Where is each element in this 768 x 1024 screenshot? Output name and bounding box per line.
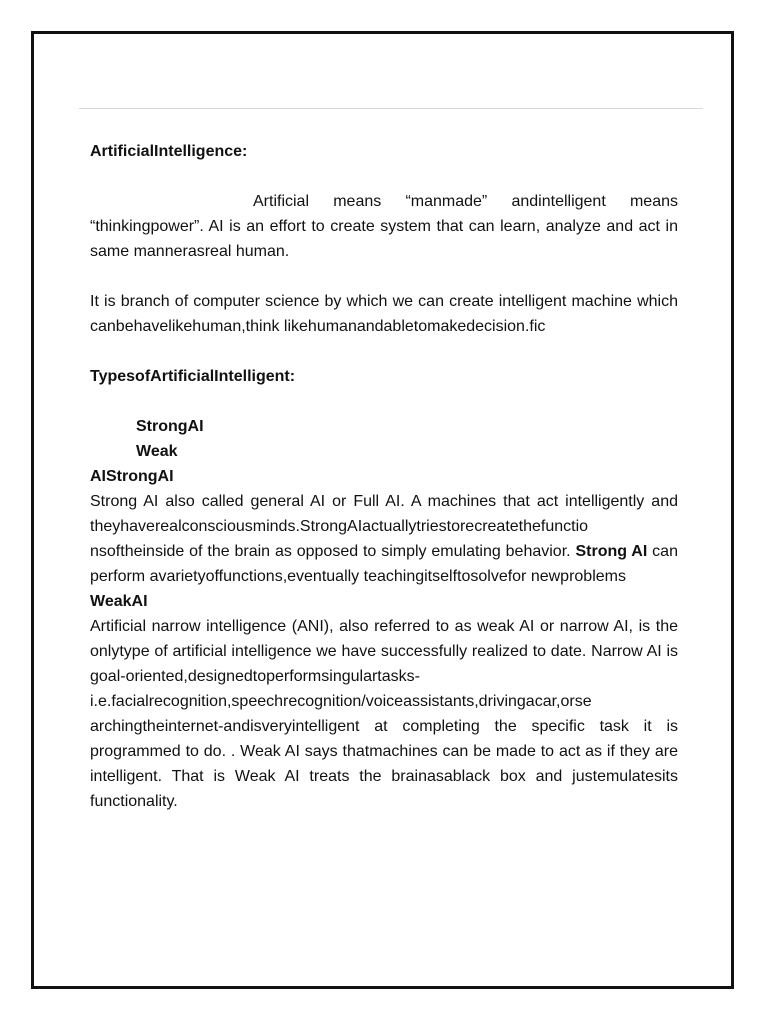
spacer: [90, 177, 678, 189]
list-item-strong-ai: StrongAI: [136, 418, 204, 435]
heading-strong-ai: AIStrongAI: [90, 468, 174, 485]
document-body: [90, 139, 678, 814]
strong-ai-bold-term: Strong AI: [575, 543, 648, 560]
paragraph-weak-ai: Artificial narrow intelligence (ANI), also referred to as weak AI or narrow AI, is the onlytype of artificial intelligence we have successfully realized to date. Narrow AI is goal-oriented,designedtoperformsingulartasks- i.e.facialrecognition,speechrecognition/voiceassistants,drivingacar,orse archingtheinternet-andisveryintelligent at completing the specific task it is programmed to do. . Weak AI says thatmachines can be made to act as if they are intelligent. That is Weak AI treats the brainasablack box and justemulatesits functionality.: [90, 618, 678, 810]
paragraph-branch: It is branch of computer science by which we can create intelligent machine which canbehavelikehuman,think likehumanandabletomakedecision.fic: [90, 293, 678, 335]
spacer: [90, 339, 678, 364]
paragraph-strong-ai-text: Strong AI also called general AI or Full AI. A machines that act intelligently and theyhaverealconsciousminds.StrongAIactuallytriestorecreatethefunctio nsoftheinside of the brain as opposed to simply emulating behavior.: [90, 493, 678, 560]
list-item-weak: Weak: [136, 443, 178, 460]
spacer: [90, 264, 678, 289]
paragraph-strong-ai: [90, 489, 678, 589]
spacer: [90, 389, 678, 414]
heading-artificial-intelligence: ArtificialIntelligence:: [90, 143, 248, 160]
heading-weak-ai: WeakAI: [90, 593, 148, 610]
header-rule: [79, 108, 703, 109]
paragraph-definition: Artificial means “manmade” andintelligent means “thinkingpower”. AI is an effort to create system that can learn, analyze and act in same mannerasreal human.: [90, 193, 678, 260]
heading-types: TypesofArtificialIntelligent:: [90, 368, 296, 385]
paragraph-strong-ai-continued: can perform avarietyoffunctions,eventually teachingitselftosolvefor newproblems: [90, 543, 678, 585]
